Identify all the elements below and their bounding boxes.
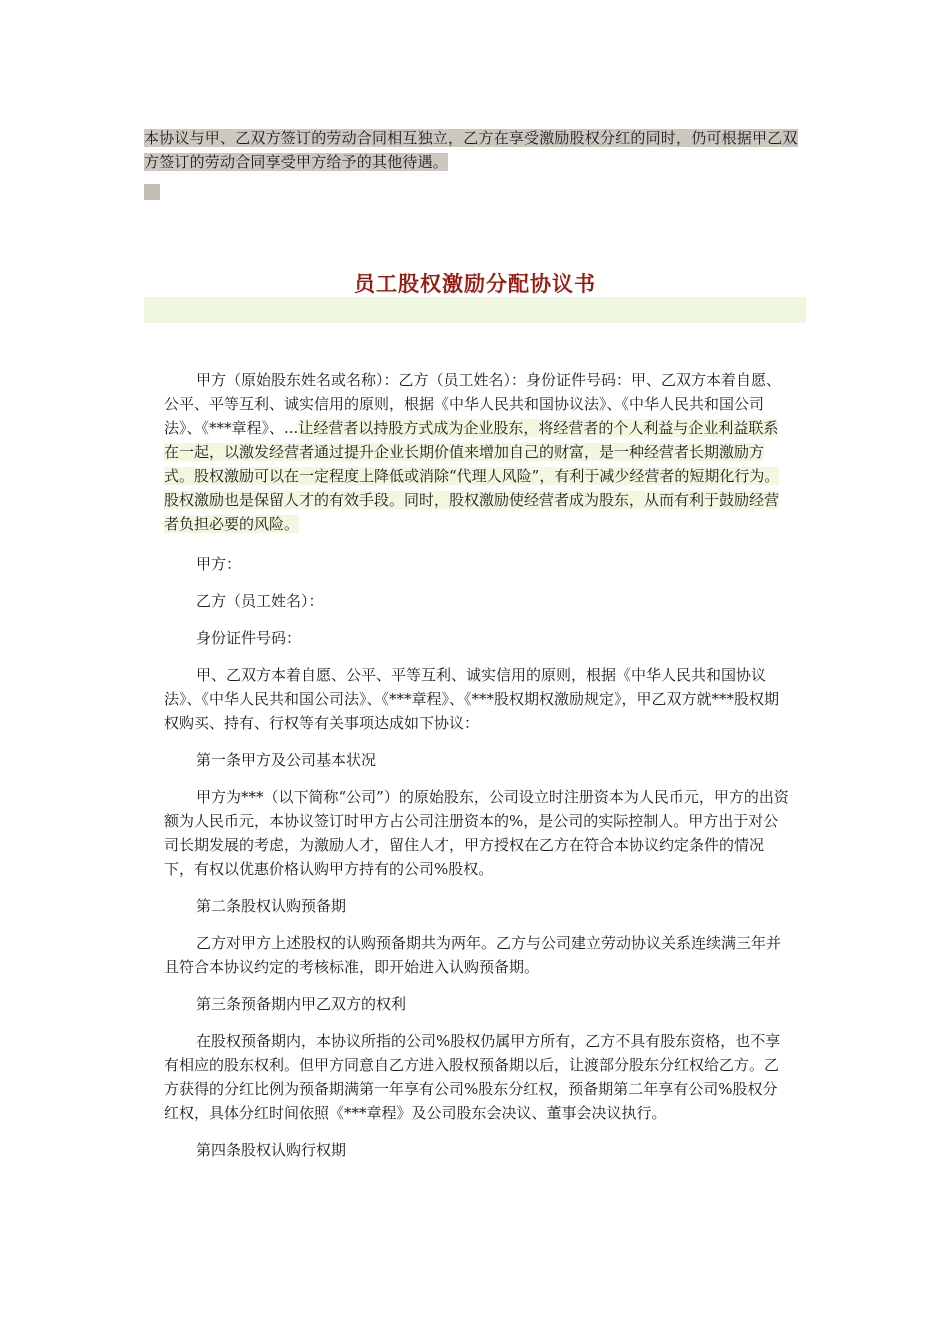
preamble-paragraph: 甲、乙双方本着自愿、公平、平等互利、诚实信用的原则，根据《中华人民共和国协议法》、《中华人民共和国公司法》、《***章程》、《***股权期权激励规定》，甲乙双方就***股权期权购买、持有、行权等有关事项达成如下协议： — [164, 666, 780, 732]
intro-part-1: 甲方（原始股东姓名或名称）：乙方（员工姓名）：身份证件号码：甲、乙双方本着自愿、公平、平等互利、诚实信用的原则，根据《中华人民共和国协议法》、《中华人民共和国公司法》、《***章程》、... — [164, 371, 782, 437]
party-a-line: 甲方： — [196, 555, 242, 573]
article-3-body: 在股权预备期内，本协议所指的公司%股权仍属甲方所有，乙方不具有股东资格，也不享有相应的股东权利。但甲方同意自乙方进入股权预备期以后，让渡部分股东分红权给乙方。乙方获得的分红比例为预备期满第一年享有公司%股东分红权，预备期第二年享有公司%股权分红权，具体分红时间依照《***章程》及公司股东会决议、董事会决议执行。 — [164, 1032, 781, 1122]
party-b-line: 乙方（员工姓名）： — [196, 592, 324, 610]
article-2-body: 乙方对甲方上述股权的认购预备期共为两年。乙方与公司建立劳动协议关系连续满三年并且符合本协议约定的考核标准，即开始进入认购预备期。 — [164, 934, 782, 976]
article-1-body: 甲方为***（以下简称“公司”）的原始股东，公司设立时注册资本为人民币元，甲方的出资额为人民币元，本协议签订时甲方占公司注册资本的%，是公司的实际控制人。甲方出于对公司长期发展的考虑，为激励人才，留住人才，甲方授权在乙方在符合本协议约定条件的情况下，有权以优惠价格认购甲方持有的公司%股权。 — [164, 788, 789, 878]
intro-paragraph — [164, 368, 792, 536]
article-4-heading: 第四条股权认购行权期 — [196, 1141, 347, 1159]
article-2-heading: 第二条股权认购预备期 — [196, 897, 347, 915]
top-note-text: 本协议与甲、乙双方签订的劳动合同相互独立，乙方在享受激励股权分红的同时，仍可根据甲乙双方签订的劳动合同享受甲方给予的其他待遇。 — [144, 129, 798, 171]
id-number-line: 身份证件号码： — [196, 629, 302, 647]
document-title: 员工股权激励分配协议书 — [354, 271, 596, 296]
top-note — [144, 126, 808, 174]
square-marker — [144, 184, 160, 200]
document-body — [164, 368, 792, 1175]
article-3-heading: 第三条预备期内甲乙双方的权利 — [196, 995, 407, 1013]
title-highlight-band — [144, 297, 806, 323]
intro-part-2-highlighted: 让经营者以持股方式成为企业股东，将经营者的个人利益与企业利益联系在一起，以激发经营者通过提升企业长期价值来增加自己的财富，是一种经营者长期激励方式。股权激励可以在一定程度上降低或消除“代理人风险”，有利于减少经营者的短期化行为。股权激励也是保留人才的有效手段。同时，股权激励使经营者成为股东，从而有利于鼓励经营者负担必要的风险。 — [164, 419, 780, 533]
article-1-heading: 第一条甲方及公司基本状况 — [196, 751, 377, 769]
